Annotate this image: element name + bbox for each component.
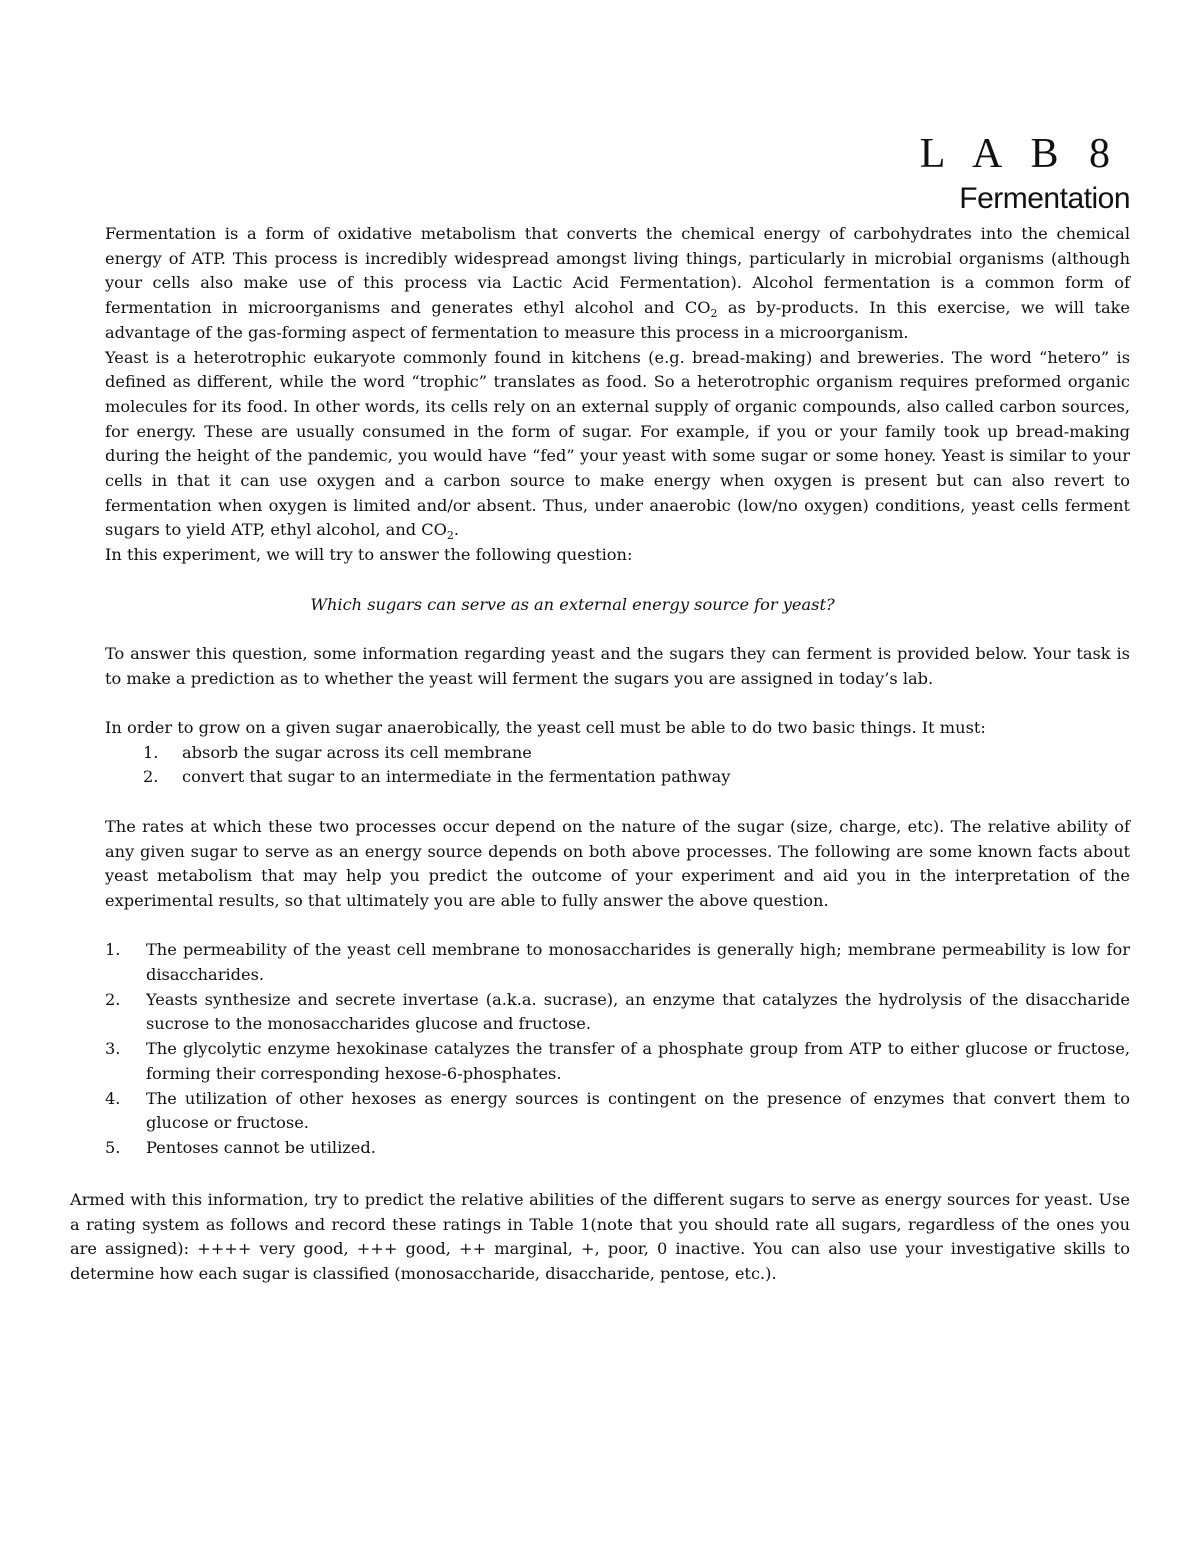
main-body	[105, 222, 1130, 1161]
list-item: 2. convert that sugar to an intermediate in the fermentation pathway	[143, 767, 731, 787]
intro-paragraph-3: In this experiment, we will try to answer the following question:	[105, 545, 633, 565]
closing-section	[70, 1188, 1130, 1287]
intro-paragraph-1: Fermentation is a form of oxidative metabolism that converts the chemical energy of carbohydrates into the chemical energy of ATP. This process is incredibly widespread amongst living things, particularly in microbial organisms (although your cells also make use of this process via Lactic Acid Fermentation). Alcohol fermentation is a common form of fermentation in microorganisms and generates ethyl alcohol and $CO_2$ as by-products. In this exercise, we will take advantage of the gas-forming aspect of fermentation to measure this process in a microorganism.	[105, 224, 1130, 342]
lab-title: L A B 8	[919, 131, 1120, 177]
task-paragraph: To answer this question, some information regarding yeast and the sugars they can ferment is provided below. Your task is to make a prediction as to whether the yeast will ferment the sugars you are assigned in today’s lab.	[105, 643, 1130, 688]
requirements-list	[105, 741, 1130, 790]
list-item: 5. Pentoses cannot be utilized.	[105, 1137, 376, 1157]
list-item: 1. absorb the sugar across its cell membrane	[143, 742, 532, 762]
research-question: Which sugars can serve as an external energy source for yeast?	[310, 594, 835, 614]
list-item: 1. The permeability of the yeast cell membrane to monosaccharides is generally high; membrane permeability is low for disaccharides.	[105, 940, 1130, 985]
rates-paragraph: The rates at which these two processes occur depend on the nature of the sugar (size, charge, etc). The relative ability of any given sugar to serve as an energy source depends on both above processes. The following are some known facts about yeast metabolism that may help you predict the outcome of your experiment and aid you in the interpretation of the experimental results, so that ultimately you are able to fully answer the above question.	[105, 816, 1130, 910]
lab-subtitle: Fermentation	[959, 182, 1130, 215]
list-item: 3. The glycolytic enzyme hexokinase catalyzes the transfer of a phosphate group from ATP to either glucose or fructose, forming their corresponding hexose-6-phosphates.	[105, 1039, 1130, 1083]
requirements-lead: In order to grow on a given sugar anaerobically, the yeast cell must be able to do two basic things. It must:	[105, 718, 986, 738]
closing-paragraph: Armed with this information, try to predict the relative abilities of the different sugars to serve as energy sources for yeast. Use a rating system as follows and record these ratings in Table 1(note that you should rate all sugars, regardless of the ones you are assigned): ++++ very good, +++ good, ++ marginal, +, poor, 0 inactive. You can also use your investigative skills to determine how each sugar is classified (monosaccharide, disaccharide, pentose, etc.).	[70, 1190, 1130, 1284]
facts-list	[105, 938, 1130, 1160]
list-item: 2. Yeasts synthesize and secrete invertase (a.k.a. sucrase), an enzyme that catalyzes the hydrolysis of the disaccharide sucrose to the monosaccharides glucose and fructose.	[105, 989, 1130, 1034]
intro-paragraph-2: Yeast is a heterotrophic eukaryote commonly found in kitchens (e.g. bread-making) and breweries. The word “hetero” is defined as different, while the word “trophic” translates as food. So a heterotrophic organism requires preformed organic molecules for its food. In other words, its cells rely on an external supply of organic compounds, also called carbon sources, for energy. These are usually consumed in the form of sugar. For example, if you or your family took up bread-making during the height of the pandemic, you would have “fed” your yeast with some sugar or some honey. Yeast is similar to your cells in that it can use oxygen and a carbon source to make energy when oxygen is present but can also revert to fermentation when oxygen is limited and/or absent. Thus, under anaerobic (low/no oxygen) conditions, yeast cells ferment sugars to yield ATP, ethyl alcohol, and $CO_2$.	[105, 347, 1130, 543]
list-item: 4. The utilization of other hexoses as energy sources is contingent on the presence of enzymes that convert them to glucose or fructose.	[105, 1088, 1130, 1133]
